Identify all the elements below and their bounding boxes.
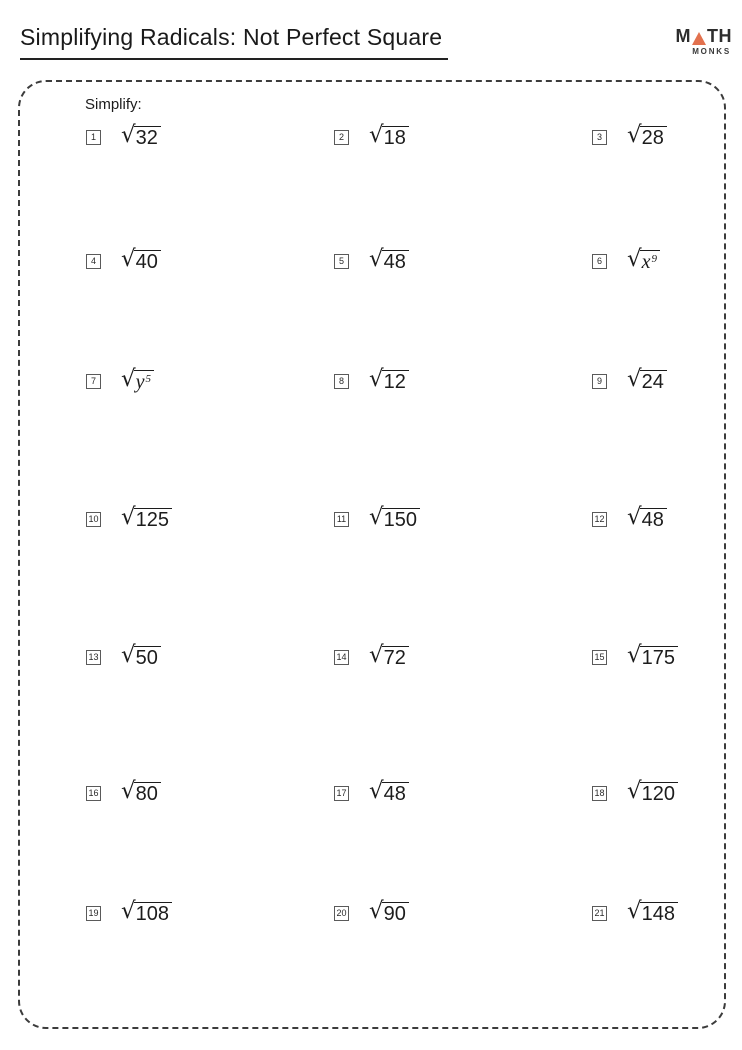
problem-number-badge: 10: [86, 512, 101, 527]
radical-expression: [369, 642, 409, 669]
problem-number-badge: 17: [334, 786, 349, 801]
radicand: [134, 646, 161, 669]
radical-sign-icon: √: [627, 642, 642, 668]
radicand: [134, 250, 161, 273]
radicand-base: 48: [383, 251, 406, 273]
radical-sign-icon: √: [627, 898, 642, 924]
problem-item: [334, 642, 409, 669]
worksheet-border-box: [18, 80, 726, 1029]
radicand-base: 48: [641, 509, 664, 531]
radical-sign-icon: √: [121, 366, 136, 392]
page-title: Simplifying Radicals: Not Perfect Square: [20, 24, 448, 60]
problem-number-badge: 13: [86, 650, 101, 665]
logo-subtitle: MONKS: [692, 47, 731, 56]
problem-number-badge: 8: [334, 374, 349, 389]
problem-item: [86, 642, 161, 669]
radicand-base: 148: [641, 903, 676, 925]
radical-expression: [121, 122, 161, 149]
radical-sign-icon: √: [121, 898, 136, 924]
radical-sign-icon: √: [369, 366, 384, 392]
logo-wordmark: [656, 27, 732, 45]
radicand: [382, 126, 409, 149]
problem-number-badge: 5: [334, 254, 349, 269]
radical-sign-icon: √: [121, 246, 136, 272]
problem-item: [86, 898, 172, 925]
radical-expression: [627, 504, 667, 531]
problem-item: [334, 898, 409, 925]
problem-number-badge: 16: [86, 786, 101, 801]
radical-sign-icon: √: [627, 366, 642, 392]
logo-letter-m: M: [675, 26, 691, 46]
radicand-exponent: 5: [145, 373, 152, 385]
problem-item: [592, 504, 667, 531]
radicand: [134, 508, 172, 531]
problem-number-badge: 18: [592, 786, 607, 801]
radical-expression: [369, 366, 409, 393]
problem-item: [334, 778, 409, 805]
problem-number-badge: 11: [334, 512, 349, 527]
radical-expression: [369, 504, 420, 531]
radicand: [382, 782, 409, 805]
problem-item: [592, 642, 678, 669]
radical-sign-icon: √: [627, 778, 642, 804]
radicand: [640, 646, 678, 669]
radicand-base: 72: [383, 647, 406, 669]
problem-item: [592, 122, 667, 149]
problem-item: [592, 246, 660, 273]
radicand-base: 125: [135, 509, 170, 531]
radicand-base: 18: [383, 127, 406, 149]
problem-item: [86, 122, 161, 149]
radical-sign-icon: √: [369, 642, 384, 668]
radical-expression: [369, 246, 409, 273]
radicand: [640, 508, 667, 531]
radical-expression: [627, 246, 660, 273]
problem-item: [334, 504, 420, 531]
radicand: [640, 902, 678, 925]
problem-item: [86, 366, 154, 393]
radical-expression: [121, 898, 172, 925]
problem-number-badge: 9: [592, 374, 607, 389]
radicand-base: 150: [383, 509, 418, 531]
radical-sign-icon: √: [369, 778, 384, 804]
radical-sign-icon: √: [369, 246, 384, 272]
problem-item: [592, 366, 667, 393]
problem-item: [86, 246, 161, 273]
problem-number-badge: 1: [86, 130, 101, 145]
radical-expression: [627, 366, 667, 393]
problem-number-badge: 4: [86, 254, 101, 269]
radicand-base: 28: [641, 127, 664, 149]
radicand: [382, 646, 409, 669]
radical-sign-icon: √: [369, 122, 384, 148]
instruction-label: Simplify:: [85, 96, 142, 113]
problem-number-badge: 6: [592, 254, 607, 269]
radical-sign-icon: √: [369, 504, 384, 530]
math-monks-logo: [656, 27, 732, 56]
radicand-base: 120: [641, 783, 676, 805]
problem-number-badge: 3: [592, 130, 607, 145]
radical-sign-icon: √: [121, 778, 136, 804]
radicand-base: 90: [383, 903, 406, 925]
problem-item: [334, 366, 409, 393]
radicand: [134, 782, 161, 805]
radical-expression: [627, 778, 678, 805]
radicand: [382, 370, 409, 393]
radical-expression: [627, 122, 667, 149]
problem-item: [86, 778, 161, 805]
problem-number-badge: 12: [592, 512, 607, 527]
radical-sign-icon: √: [627, 504, 642, 530]
radicand-base: 80: [135, 783, 158, 805]
radicand-exponent: 9: [651, 253, 658, 265]
radical-expression: [121, 642, 161, 669]
problem-number-badge: 19: [86, 906, 101, 921]
problem-item: [334, 246, 409, 273]
radical-sign-icon: √: [121, 504, 136, 530]
radicand: [640, 370, 667, 393]
radicand-base: 24: [641, 371, 664, 393]
radical-expression: [369, 898, 409, 925]
radicand-base: 12: [383, 371, 406, 393]
problem-number-badge: 14: [334, 650, 349, 665]
problem-item: [592, 898, 678, 925]
radical-sign-icon: √: [369, 898, 384, 924]
problem-item: [86, 504, 172, 531]
radicand: [640, 250, 660, 273]
radicand-base: 175: [641, 647, 676, 669]
radical-expression: [369, 122, 409, 149]
radical-sign-icon: √: [121, 642, 136, 668]
problem-item: [334, 122, 409, 149]
radicand-base: x: [641, 251, 651, 273]
radical-expression: [121, 366, 154, 393]
problem-item: [592, 778, 678, 805]
radicand-base: 50: [135, 647, 158, 669]
radicand: [382, 508, 420, 531]
radical-expression: [121, 246, 161, 273]
radicand-base: 32: [135, 127, 158, 149]
radicand: [640, 126, 667, 149]
problem-number-badge: 15: [592, 650, 607, 665]
radical-sign-icon: √: [627, 246, 642, 272]
radicand: [134, 370, 154, 393]
radicand-base: 108: [135, 903, 170, 925]
radicand: [640, 782, 678, 805]
radical-expression: [369, 778, 409, 805]
radicand-base: 40: [135, 251, 158, 273]
radical-expression: [627, 642, 678, 669]
problem-number-badge: 21: [592, 906, 607, 921]
problem-number-badge: 7: [86, 374, 101, 389]
radical-expression: [121, 778, 161, 805]
radical-sign-icon: √: [121, 122, 136, 148]
radical-expression: [121, 504, 172, 531]
triangle-icon: [692, 32, 706, 45]
radical-expression: [627, 898, 678, 925]
logo-letters-th: TH: [707, 26, 732, 46]
radical-sign-icon: √: [627, 122, 642, 148]
radicand: [382, 902, 409, 925]
radicand: [134, 902, 172, 925]
problem-number-badge: 2: [334, 130, 349, 145]
radicand-base: y: [135, 371, 145, 393]
radicand: [382, 250, 409, 273]
radicand-base: 48: [383, 783, 406, 805]
radicand: [134, 126, 161, 149]
problem-number-badge: 20: [334, 906, 349, 921]
